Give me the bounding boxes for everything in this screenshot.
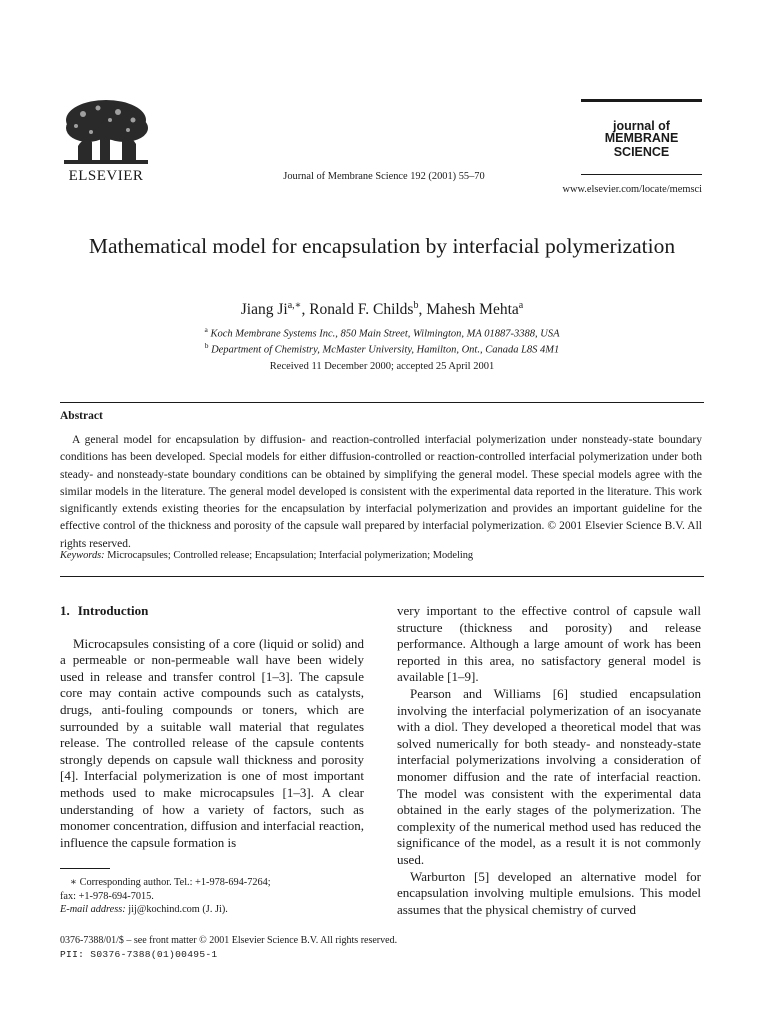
left-column: [60, 603, 364, 851]
right-column: [397, 603, 701, 918]
journal-mark-bottom-rule: [581, 174, 702, 175]
body-paragraph: Microcapsules consisting of a core (liquid or solid) and a permeable or non-permeable wall have been widely used in release and transfer control [1–3]. The capsule core may contain active compounds such as catalysts, drugs, anti-fouling compounds or toners, which are surrounded by a suitable wall material that regulates release. The controlled release of the capsule contents strongly depends on capsule wall thickness and porosity [4]. Interfacial polymerization is one of most important methods used to make microcapsules [1–3]. A clear understanding of how a variety of factors, such as monomer concentration, diffusion and interfacial reaction, influence the capsule formation is: [60, 635, 364, 850]
article-title: Mathematical model for encapsulation by interfacial polymerization: [88, 234, 676, 258]
abstract-text: A general model for encapsulation by diffusion- and reaction-controlled interfacial polymerization under nonsteady-state boundary conditions has been developed. Special models for either diffusion-controlled or reaction-controlled interfacial polymerization under both steady- and nonsteady-state boundary conditions can be obtained by simplifying the general model. These special models agree with the similar models in the literature. The general model developed is consistent with the experimental data reported in the literature. This work significantly extends existing theories for the encapsulation by interfacial polymerization and provides an important guideline for the effective control of the thickness and porosity of the capsule wall prepared by interfacial polymerization. © 2001 Elsevier Science B.V. All rights reserved.: [60, 434, 702, 550]
footnotes: [60, 876, 364, 917]
affiliation-mark: b: [204, 341, 209, 350]
journal-mark-line2: MEMBRANE: [604, 131, 679, 145]
affiliation-b: [60, 341, 704, 356]
copyright-block: [60, 934, 704, 962]
section-number: 1.: [60, 603, 70, 618]
publisher-name: ELSEVIER: [68, 168, 144, 184]
affiliation-text: Koch Membrane Systems Inc., 850 Main Street, Wilmington, MA 01887-3388, USA: [210, 328, 560, 340]
pii-line: PII: S0376-7388(01)00495-1: [60, 949, 218, 960]
author-mark: a: [518, 300, 524, 311]
abstract-heading: Abstract: [60, 410, 103, 422]
journal-mark-top-rule: [581, 99, 702, 102]
footnote-email: [60, 903, 364, 917]
email-link[interactable]: jij@kochind.com (J. Ji).: [128, 904, 228, 915]
author-mark: a,∗: [287, 300, 302, 311]
author-name: Ronald F. Childs: [309, 301, 414, 319]
author-mark: b: [413, 300, 419, 311]
footnote-fax: fax: +1-978-694-7015.: [60, 890, 154, 902]
received-dates: Received 11 December 2000; accepted 25 April 2001: [269, 361, 495, 372]
author-name: Mahesh Mehta: [426, 301, 519, 319]
author-name: Jiang Ji: [240, 301, 288, 319]
journal-url-link[interactable]: www.elsevier.com/locate/memsci: [562, 184, 702, 195]
keywords-label: Keywords:: [60, 550, 105, 561]
abstract-top-rule: [60, 402, 704, 403]
affiliation-a: [60, 325, 704, 340]
body-paragraph: Pearson and Williams [6] studied encapsulation involving the interfacial polymerization of an isocyanate with a diol. They developed a theoretical model that was solved numerically for both steady- and nonsteady-state interfacial polymerizations involving a consideration of monomer diffusion and the rate of interfacial reaction. The model was consistent with the experimental data obtained in the early stages of the polymerization. The complexity of the numerical method used has reduced the significance of the model, as a result it is not commonly used.: [397, 685, 701, 867]
keywords-list: Microcapsules; Controlled release; Encapsulation; Interfacial polymerization; Modeling: [107, 550, 474, 561]
issn-line: 0376-7388/01/$ – see front matter © 2001 Elsevier Science B.V. All rights reserved.: [60, 935, 398, 946]
journal-mark: [581, 120, 702, 144]
body-paragraph: Warburton [5] developed an alternative model for encapsulation involving multiple emulsions. This model assumes that the physical chemistry of curved: [397, 868, 701, 917]
body-paragraph: very important to the effective control of capsule wall structure (thickness and porosity) and release performance. Although a large amount of work has been reported in this area, no satisfactory general model is available [1–9].: [397, 603, 701, 685]
keywords: [60, 550, 704, 561]
footnote-corresponding: ∗ Corresponding author. Tel.: +1-978-694-7264;: [70, 877, 271, 888]
footnote-rule: [60, 868, 110, 869]
journal-mark-line1: journal of: [613, 119, 670, 133]
section-title: Introduction: [77, 603, 149, 618]
journal-citation: Journal of Membrane Science 192 (2001) 55–70: [283, 171, 485, 182]
section-heading: [60, 603, 364, 620]
elsevier-tree-logo: [58, 98, 154, 176]
abstract-bottom-rule: [60, 576, 704, 577]
author-list: Jiang $Ji^{a,∗}$, Ronald F. Childs$^b$, Mahesh Mehta$^a$: [240, 300, 524, 319]
journal-mark-line3: SCIENCE: [613, 145, 670, 159]
affiliation-text: Department of Chemistry, McMaster University, Hamilton, Ont., Canada L8S 4M1: [211, 344, 560, 356]
email-label: E-mail address:: [60, 904, 126, 915]
affiliation-mark: a: [204, 325, 208, 334]
